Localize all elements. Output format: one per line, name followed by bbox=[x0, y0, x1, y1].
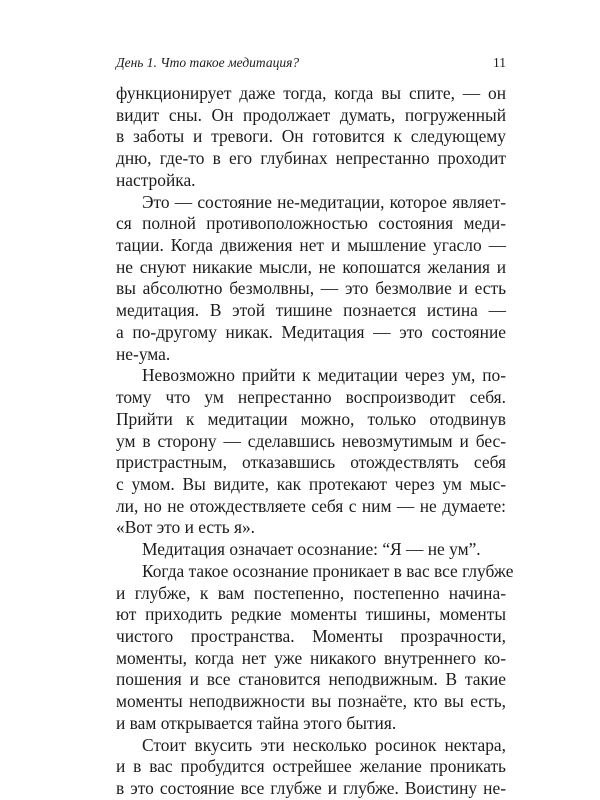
paragraph bbox=[116, 365, 506, 539]
text-line: функционирует даже тогда, когда вы спите, — он bbox=[116, 83, 506, 103]
text-line: видит сны. Он продолжает думать, погруженный bbox=[116, 104, 506, 125]
text-line: и глубже, к вам постепенно, постепенно начина- bbox=[116, 582, 506, 603]
text-line: пошения и все становится неподвижным. В такие bbox=[116, 669, 506, 690]
text-line: тому что ум непрестанно воспроизводит себя. bbox=[116, 387, 506, 408]
text-line: ум в сторону — сделавшись невозмутимым и бес- bbox=[116, 430, 506, 451]
text-line: дню, где-то в его глубинах непрестанно проходит bbox=[116, 148, 506, 169]
text-line: ли, но не отождествляете себя с ним — не думаете: bbox=[116, 495, 506, 516]
text-line: ся полной противоположностью состояния меди- bbox=[116, 213, 506, 234]
text-line: с умом. Вы видите, как протекают через ум мыс- bbox=[116, 473, 506, 494]
paragraph bbox=[116, 560, 514, 735]
text-line: не-ума. bbox=[116, 343, 171, 364]
text-line: Медитация означает осознание: “Я — не ум”. bbox=[142, 539, 481, 560]
paragraph bbox=[116, 192, 506, 366]
paragraph bbox=[116, 83, 506, 192]
text-line: тации. Когда движения нет и мышление угасло — bbox=[116, 235, 506, 256]
chapter-title: День 1. Что такое медитация? bbox=[116, 55, 300, 70]
text-line: а по-другому никак. Медитация — это состояние bbox=[116, 321, 506, 342]
text-line: ют приходить редкие моменты тишины, моменты bbox=[116, 604, 506, 625]
text-line: вы абсолютно безмолвны, — это безмолвие и есть bbox=[116, 278, 506, 299]
text-line: не снуют никакие мысли, не копошатся желания и bbox=[116, 256, 506, 277]
text-line: Прийти к медитации можно, только отодвинув bbox=[116, 408, 506, 429]
text-line: настройка. bbox=[116, 169, 196, 190]
text-line: и в вас пробудится острейшее желание проникать bbox=[116, 756, 506, 777]
text-line: Когда такое осознание проникает в вас все глубже bbox=[142, 560, 514, 581]
page-number: 11 bbox=[493, 55, 506, 70]
text-line: медитация. В этой тишине познается истина — bbox=[116, 300, 506, 321]
running-head bbox=[116, 55, 506, 71]
body-text bbox=[116, 83, 514, 800]
text-line: Невозможно прийти к медитации через ум, по- bbox=[142, 365, 506, 386]
text-line: «Вот это и есть я». bbox=[116, 517, 256, 538]
text-line: Это — состояние не-медитации, которое являет- bbox=[142, 191, 506, 212]
paragraph bbox=[116, 539, 506, 561]
text-line: в это состояние все глубже и глубже. Воистину не- bbox=[116, 778, 506, 798]
paragraph bbox=[116, 735, 506, 800]
text-line: и вам открывается тайна этого бытия. bbox=[116, 712, 397, 733]
text-line: моменты, когда нет уже никакого внутреннего ко- bbox=[116, 647, 506, 668]
text-line: чистого пространства. Моменты прозрачности, bbox=[116, 625, 506, 646]
text-line: моменты неподвижности вы познаёте, кто вы есть, bbox=[116, 691, 506, 712]
text-line: в заботы и тревоги. Он готовится к следующему bbox=[116, 126, 506, 147]
text-line: Стоит вкусить эти несколько росинок нектара, bbox=[142, 734, 506, 755]
text-line: пристрастным, отказавшись отождествлять себя bbox=[116, 452, 506, 473]
